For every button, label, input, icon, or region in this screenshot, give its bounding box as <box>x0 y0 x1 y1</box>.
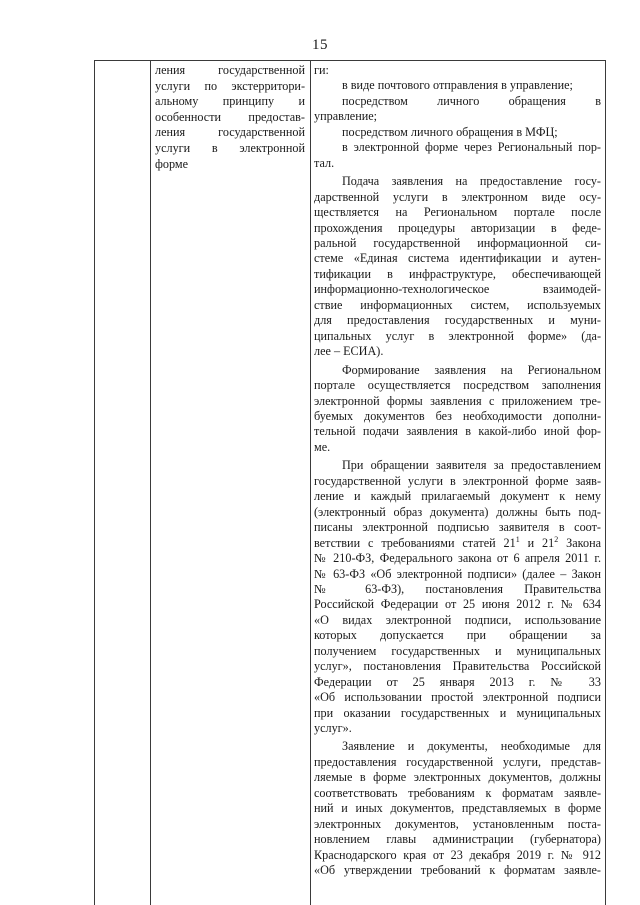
text-line: ний и иных документов, представляемых в форме <box>314 801 601 816</box>
text-line: Российской Федерации от 25 июня 2012 г. № 634 <box>314 597 601 612</box>
text-line: посредством личного обращения в МФЦ; <box>342 124 558 139</box>
text-line: для предоставления государственных и муни- <box>314 313 601 328</box>
text-line: ральной государственной информационной си- <box>314 235 601 250</box>
left-line: услуги в электронной <box>155 140 305 155</box>
document-table <box>94 60 606 905</box>
text-line: тельной подачи заявления в какой-либо иной фор- <box>314 424 601 439</box>
text-line: «Об использовании простой электронной подписи <box>314 690 601 705</box>
text-line: предоставления государственной услуги, представ- <box>314 754 601 769</box>
text-line: «О видах электронной подписи, использование <box>314 612 601 627</box>
superscript: 2 <box>554 534 559 544</box>
superscript: 1 <box>515 534 520 544</box>
left-line: ления государственной <box>155 63 305 77</box>
text-line: «Об утверждении требований к форматам заявле- <box>314 863 601 878</box>
text-line: (электронный образ документа) должны быть под- <box>314 504 601 519</box>
text-line: ствие информационных систем, используемых <box>314 297 601 312</box>
text-line: писаны электронной подписью заявителя в соот- <box>314 520 601 535</box>
column-divider-2 <box>310 61 311 905</box>
text-line: Формирование заявления на Региональном <box>342 362 601 377</box>
text-line: ществляется на Региональном портале после <box>314 205 601 220</box>
text-line: ги: <box>314 63 329 77</box>
text-line: которых допускается при обращении за <box>314 628 601 643</box>
text-line: Подача заявления на предоставление госу- <box>342 174 601 189</box>
text-line: государственной услуги в электронной форме заяв- <box>314 473 601 488</box>
text-line: при оказании государственных и муниципальных <box>314 705 601 720</box>
text-line: Федерации от 25 января 2013 г. № 33 <box>314 674 601 689</box>
text-line: ляемые в форме электронных документов, должны <box>314 770 601 785</box>
text-line: электронных документов, установленным поста- <box>314 816 601 831</box>
text-line: информационно-технологическое взаимодей- <box>314 282 601 297</box>
page-number: 15 <box>312 37 328 53</box>
column-divider-1 <box>150 61 151 905</box>
text-line: соответствовать требованиям к форматам заявле- <box>314 785 601 800</box>
text-line: стеме «Единая система идентификации и аутен- <box>314 251 601 266</box>
text-line: ципальных услуг в электронной форме» (да- <box>314 328 601 343</box>
text-fragment: Закона <box>558 535 601 550</box>
text-fragment: ветствии с требованиями статей 21 <box>314 535 516 550</box>
text-line: При обращении заявителя за предоставлением <box>342 458 601 473</box>
text-line: Заявление и документы, необходимые для <box>342 739 601 754</box>
text-line-with-superscripts <box>314 536 601 551</box>
text-line: дарственной услуги в электронном виде осу- <box>314 189 601 204</box>
left-line: форме <box>155 156 189 171</box>
text-line: буемых документов без необходимости дополни- <box>314 408 601 423</box>
text-line: получением государственных и муниципальных <box>314 643 601 658</box>
text-line: тификации в инфраструктуре, обеспечивающей <box>314 266 601 281</box>
text-fragment: и 21 <box>519 535 555 550</box>
text-line: услуг», постановления Правительства Российской <box>314 659 601 674</box>
text-line: лее – ЕСИА). <box>314 344 384 359</box>
text-line: Краснодарского края от 23 декабря 2019 г. № 912 <box>314 847 601 862</box>
text-line: в электронной форме через Региональный пор- <box>342 140 601 155</box>
text-line: ме. <box>314 439 331 454</box>
text-line: новлением главы администрации (губернатора) <box>314 832 601 847</box>
left-line: услуги по экстерритори- <box>155 78 305 93</box>
text-line: прохождения процедуры авторизации в феде- <box>314 220 601 235</box>
right-cell-text <box>314 63 601 879</box>
text-line: управление; <box>314 109 378 124</box>
text-line: в виде почтового отправления в управление; <box>342 78 573 93</box>
text-line: № 63-ФЗ «Об электронной подписи» (далее – Закон <box>314 566 601 581</box>
text-line: № 210-ФЗ, Федерального закона от 6 апреля 2011 г. <box>314 551 601 566</box>
left-cell-text <box>155 63 305 172</box>
text-line: электронной формы заявления с приложением тре- <box>314 393 601 408</box>
left-line: альному принципу и <box>155 94 305 109</box>
left-line: ления государственной <box>155 125 305 140</box>
left-line: особенности предостав- <box>155 109 305 124</box>
text-line: № 63-ФЗ), постановления Правительства <box>314 581 601 596</box>
text-line: портале осуществляется посредством заполнения <box>314 378 601 393</box>
text-line: услуг». <box>314 721 352 736</box>
text-line: ление и каждый прилагаемый документ к нему <box>314 489 601 504</box>
text-line: посредством личного обращения в <box>342 93 601 108</box>
text-line: тал. <box>314 155 335 170</box>
